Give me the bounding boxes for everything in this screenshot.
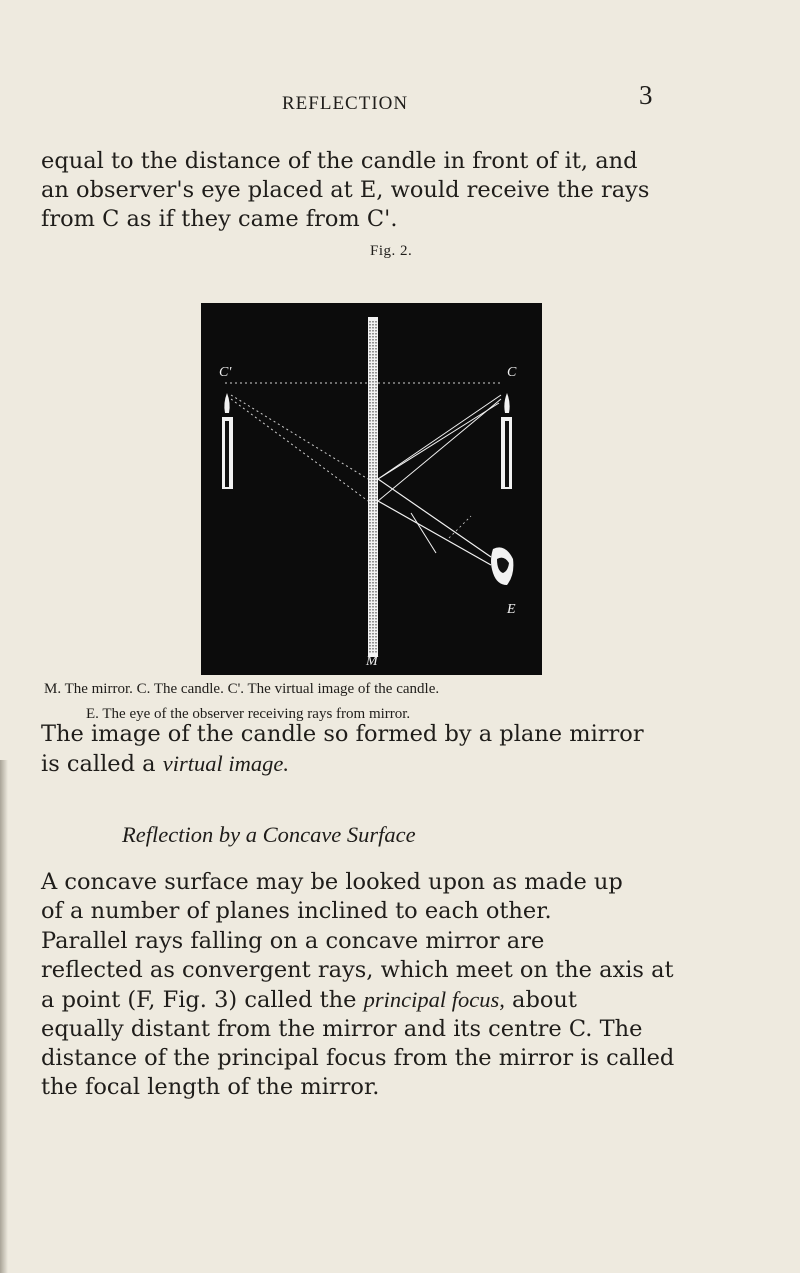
paragraph-4-line: the focal length of the mirror.: [41, 1074, 380, 1100]
paragraph-1-line: an observer's eye placed at E, would receive the rays: [41, 177, 650, 203]
caption-line-1: M. The mirror. C. The candle. C'. The virtual image of the candle.: [44, 681, 440, 697]
paragraph-4-line: reflected as convergent rays, which meet on the axis at: [41, 957, 674, 983]
principal-focus-term: principal focus,: [363, 987, 505, 1012]
label-c: C: [507, 365, 517, 380]
caption-line-2: E. The eye of the observer receiving rays from mirror.: [86, 706, 411, 722]
paragraph-1-line: from C as if they came from C'.: [41, 206, 398, 232]
mirror: [368, 317, 378, 657]
paragraph-4-text: a point (F, Fig. 3) called the: [41, 987, 364, 1013]
paragraph-4-line: equally distant from the mirror and its centre C. The: [41, 1016, 643, 1042]
paragraph-4-line: distance of the principal focus from the mirror is called: [41, 1045, 675, 1071]
paragraph-2-line: [41, 749, 741, 779]
figure-label: Fig. 2.: [370, 243, 413, 259]
paragraph-2-text: is called a: [41, 751, 163, 777]
figure-2-plane-mirror: [201, 303, 542, 675]
label-e: E: [507, 602, 516, 617]
page-number: 3: [639, 80, 653, 110]
paragraph-2-line: The image of the candle so formed by a plane mirror: [41, 721, 644, 747]
page-edge-shadow: [0, 760, 8, 1273]
paragraph-4-line: [41, 985, 741, 1015]
paragraph-1-line: equal to the distance of the candle in front of it, and: [41, 148, 638, 174]
paragraph-4-text: about: [504, 987, 577, 1013]
label-m: M: [366, 654, 378, 669]
paragraph-4-line: Parallel rays falling on a concave mirror are: [41, 928, 545, 954]
section-heading: Reflection by a Concave Surface: [122, 822, 416, 847]
paragraph-3-line: of a number of planes inclined to each other.: [41, 898, 552, 924]
paragraph-3: [41, 868, 741, 926]
running-head: REFLECTION: [282, 93, 409, 114]
paragraph-3-line: A concave surface may be looked upon as made up: [41, 869, 623, 895]
label-c-prime: C': [219, 365, 232, 380]
paragraph-4: [41, 927, 741, 1102]
virtual-image-term: virtual image.: [162, 751, 289, 776]
paragraph-1: [41, 147, 741, 234]
paragraph-2: [41, 720, 741, 779]
